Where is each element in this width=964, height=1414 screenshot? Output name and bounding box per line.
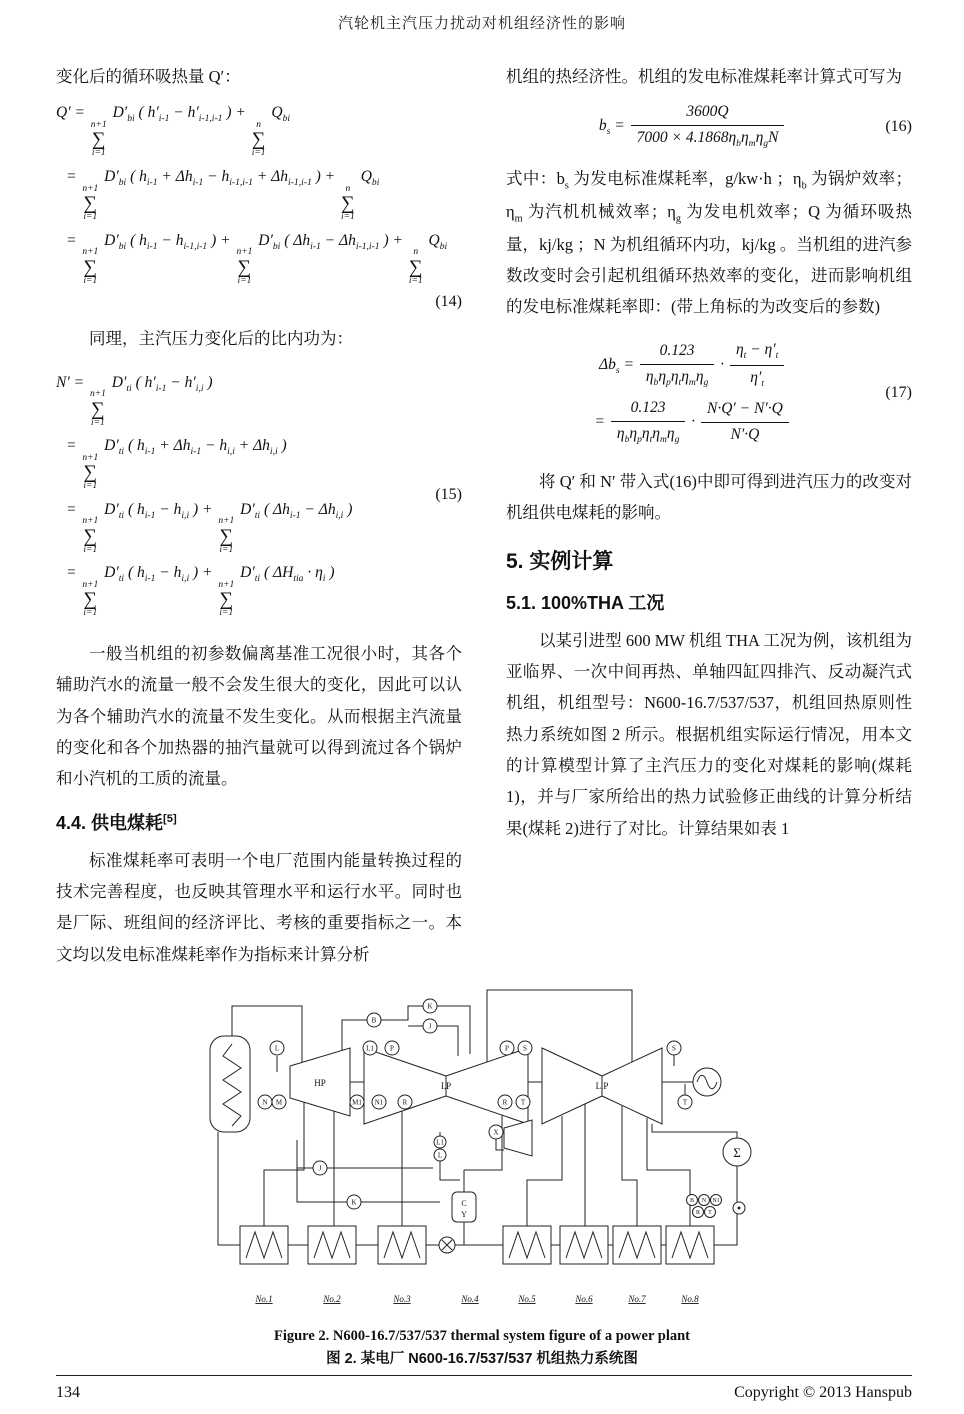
svg-text:S: S (672, 1044, 676, 1053)
paragraph-intro: 变化后的循环吸热量 Q′： (56, 67, 241, 86)
label-circle (272, 1095, 286, 1109)
figure-2 (0, 980, 964, 1368)
condenser (723, 1138, 751, 1166)
equation-number: (17) (885, 384, 912, 402)
svg-text:L1: L1 (436, 1138, 444, 1147)
heater-no8 (666, 1226, 714, 1264)
heater-no3 (378, 1226, 426, 1264)
lp-turbine (542, 1048, 662, 1124)
heater-no6 (560, 1226, 608, 1264)
heater-label: No.5 (518, 1294, 536, 1305)
hp-turbine (290, 1048, 350, 1116)
label-circle (498, 1095, 512, 1109)
svg-text:S: S (523, 1044, 527, 1053)
label-circle (434, 1149, 446, 1161)
heater-label: No.8 (681, 1294, 699, 1305)
boiler (210, 1036, 250, 1132)
svg-text:I.P: I.P (440, 1081, 452, 1092)
label-circle (398, 1095, 412, 1109)
label-circle (434, 1136, 446, 1148)
svg-text:C: C (461, 1199, 467, 1209)
paragraph: 式中：$b_s$ 为发电标准煤耗率，g/kw·h ；$\eta_b$ 为锅炉效率；$\eta_m$ 为汽机机械效率；$\eta_g$ 为发电机效率；Q 为循环吸热量，kj/kg ；N 为机组循环内功，kj/kg 。当机组的进汽参数改变时会引起机组循环热效率的变化，进而影响机组的发电标准煤耗率即：(带上角标的为改变后的参数) (506, 169, 913, 317)
label-circle (385, 1041, 399, 1055)
equation-16 (506, 102, 912, 151)
svg-text:J: J (318, 1164, 322, 1173)
label-circle (313, 1161, 327, 1175)
svg-text:N: N (262, 1098, 268, 1107)
ip-turbine (364, 1048, 528, 1124)
label-circle (423, 1019, 437, 1033)
equation-line: = n+1 ∑ i=1 $D'_{ti}$ ( $h_{i-1} + \Delta h_{i-1} - h_{i,i} + \Delta h_{i,i}$ ) (66, 437, 287, 492)
heater-label: No.7 (628, 1294, 646, 1305)
label-circle (350, 1095, 364, 1109)
heater-label: No.2 (323, 1294, 341, 1305)
paragraph: 将 Q′ 和 N′ 带入式(16)中即可得到进汽压力的改变对机组供电煤耗的影响。 (506, 471, 912, 523)
svg-text:N1: N1 (374, 1098, 384, 1107)
paragraph: 一般当机组的初参数偏离基准工况很小时，其各个辅助汽水的流量一般不会发生很大的变化，因此可以认为各个辅助汽水的流量不发生变化。从而根据主汽流量的变化和各个加热器的抽汽量就可以得到流过各个锅炉和小汽机的工质的流量。 (56, 643, 462, 789)
heater-label: No.6 (575, 1294, 593, 1305)
equation-line: = n+1 ∑ i=1 $D'_{bi}$ ( $h_{i-1} - h_{i-1,i-1}$ ) + n+1 ∑ i=1 $D'_{bi}$ ( $\Delta h_{i-1} - \Delta h_{i-1,i-1}$ ) + n ∑ i=1 $Q_{bi}$ (66, 231, 448, 286)
svg-text:L: L (437, 1151, 443, 1160)
label-circle (516, 1095, 530, 1109)
svg-text:L.P: L.P (595, 1081, 609, 1092)
equation-line: N′ = n+1 ∑ i=1 $D'_{ti}$ ( $h'_{i-1} - h'_{i,i}$ ) (56, 373, 213, 428)
svg-text:R: R (695, 1210, 701, 1217)
svg-text:T: T (708, 1210, 712, 1217)
equation-line: Q′ = n+1 ∑ i=1 $D'_{bi}$ ( $h'_{i-1} - h'_{i-1,i-1}$ ) + n ∑ i=1 $Q_{bi}$ (56, 104, 291, 159)
equation-line: = 0.123 $\eta_b\eta_p\eta_t\eta_m\eta_g$ · $\frac{N\cdot Q' - N'\cdot Q}{N'\cdot Q}$ (506, 398, 879, 447)
paragraph: 机组的热经济性。机组的发电标准煤耗率计算式可写为 (506, 67, 902, 86)
svg-text:L1: L1 (366, 1044, 374, 1053)
svg-text:Y: Y (461, 1210, 467, 1220)
label-circle (423, 999, 437, 1013)
drain-valve-icon (733, 1202, 745, 1214)
equation-15 (56, 365, 462, 626)
label-circle (518, 1041, 532, 1055)
right-column (506, 61, 912, 970)
label-circle (705, 1207, 716, 1218)
paragraph: 同理，主汽压力变化后的比内功为： (89, 329, 353, 349)
equation-14 (56, 102, 462, 311)
equation-line: = n+1 ∑ i=1 $D'_{ti}$ ( $h_{i-1} - h_{i,i}$ ) + n+1 ∑ i=1 $D'_{ti}$ ( $\Delta h_{i-1} - \Delta h_{i,i}$ ) (66, 500, 353, 555)
label-circle (363, 1041, 377, 1055)
heater-label: No.1 (255, 1294, 273, 1305)
heater-no2 (308, 1226, 356, 1264)
bfpt-turbine (504, 1120, 532, 1156)
copyright-text: Copyright © 2013 Hanspub (734, 1384, 912, 1401)
thermal-system-diagram (202, 980, 762, 1320)
equation-line: $\Delta b_s$ = 0.123 $\eta_b\eta_p\eta_t\eta_m\eta_g$ · $\frac{\eta_t - \eta'_t}{\eta'_t}$ (506, 340, 879, 391)
label-circle (687, 1195, 698, 1206)
svg-text:R: R (502, 1098, 508, 1107)
label-circle (693, 1207, 704, 1218)
running-title: 汽轮机主汽压力扰动对机组经济性的影响 (337, 16, 626, 32)
label-circle (500, 1041, 514, 1055)
left-column (56, 61, 462, 970)
two-column-body (0, 61, 964, 970)
subsection-heading-44: 4.4. 供电煤耗[5] (56, 812, 177, 833)
label-circle (678, 1095, 692, 1109)
equation-line: $b_s$ = 3600Q $7000 \times 4.1868\eta_b\eta_m\eta_gN$ (599, 117, 787, 134)
heater-no1 (240, 1226, 288, 1264)
generator (693, 1068, 721, 1096)
heater-label: No.4 (461, 1294, 479, 1305)
svg-text:Σ: Σ (733, 1145, 741, 1161)
label-circle (372, 1095, 386, 1109)
section-heading-5: 5. 实例计算 (506, 549, 614, 573)
svg-text:X: X (493, 1128, 499, 1137)
figure-caption-en: Figure 2. N600-16.7/537/537 thermal system figure of a power plant (273, 1328, 691, 1345)
equation-line: = n+1 ∑ i=1 $D'_{bi}$ ( $h_{i-1} + \Delta h_{i-1} - h_{i-1,i-1} + \Delta h_{i-1,i-1}$ ) + n ∑ i=1 $Q_{bi}$ (66, 167, 380, 223)
label-circle (270, 1041, 284, 1055)
label-circle (699, 1195, 710, 1206)
svg-text:R: R (402, 1098, 408, 1107)
svg-text:P: P (505, 1044, 509, 1053)
svg-text:N: N (701, 1198, 707, 1205)
svg-text:M1: M1 (352, 1098, 362, 1107)
label-circle (367, 1013, 381, 1027)
paragraph: 标准煤耗率可表明一个电厂范围内能量转换过程的技术完善程度，也反映其管理水平和运行水平。同时也是厂际、班组间的经济评比、考核的重要指标之一。本文均以发电标准煤耗率作为指标来计算分析 (56, 850, 462, 964)
label-circle (667, 1041, 681, 1055)
equation-number: (16) (885, 117, 912, 135)
svg-text:N1: N1 (712, 1198, 720, 1205)
svg-text:B: B (371, 1016, 377, 1025)
heater-label: No.3 (393, 1294, 411, 1305)
paragraph: 以某引进型 600 MW 机组 THA 工况为例，该机组为亚临界、一次中间再热、单轴四缸四排汽、反动凝汽式机组，机组型号：N600-16.7/537/537，机组回热原则性热力系统如图 2 所示。根据机组实际运行情况，用本文的计算模型计算了主汽压力的变化对煤耗的影响(煤耗 1)，并与厂家所给出的热力试验修正曲线的计算分析结果(煤耗 2)进行了对比。计算结果如表 1 (506, 630, 912, 838)
page-footer (56, 1375, 912, 1402)
page-number: 134 (56, 1384, 80, 1401)
svg-text:B: B (689, 1198, 695, 1205)
label-circle (258, 1095, 272, 1109)
equation-17 (506, 333, 912, 454)
svg-text:K: K (427, 1002, 433, 1011)
equation-number: (15) (435, 486, 462, 504)
svg-text:M: M (275, 1098, 283, 1107)
heater-no5 (503, 1226, 551, 1264)
deaerator (452, 1192, 476, 1222)
equation-line: = n+1 ∑ i=1 $D'_{ti}$ ( $h_{i-1} - h_{i,i}$ ) + n+1 ∑ i=1 $D'_{ti}$ ( $\Delta H_{tia} \cdot \eta_i$ ) (66, 564, 335, 619)
svg-text:T: T (682, 1098, 688, 1107)
svg-text:P: P (390, 1044, 394, 1053)
label-circle (711, 1195, 722, 1206)
svg-text:J: J (428, 1022, 432, 1031)
svg-text:L: L (274, 1044, 280, 1053)
svg-text:HP: HP (314, 1078, 326, 1089)
page-header (0, 0, 964, 33)
svg-text:T: T (520, 1098, 526, 1107)
subsection-heading-51: 5.1. 100%THA 工况 (506, 592, 665, 613)
feed-pump-icon (439, 1237, 455, 1253)
label-circle (489, 1125, 503, 1139)
figure-caption-zh: 图 2. 某电厂 N600-16.7/537/537 机组热力系统图 (326, 1351, 638, 1368)
equation-number: (14) (435, 293, 462, 311)
svg-text:K: K (351, 1198, 357, 1207)
heater-no7 (613, 1226, 661, 1264)
label-circle (347, 1195, 361, 1209)
